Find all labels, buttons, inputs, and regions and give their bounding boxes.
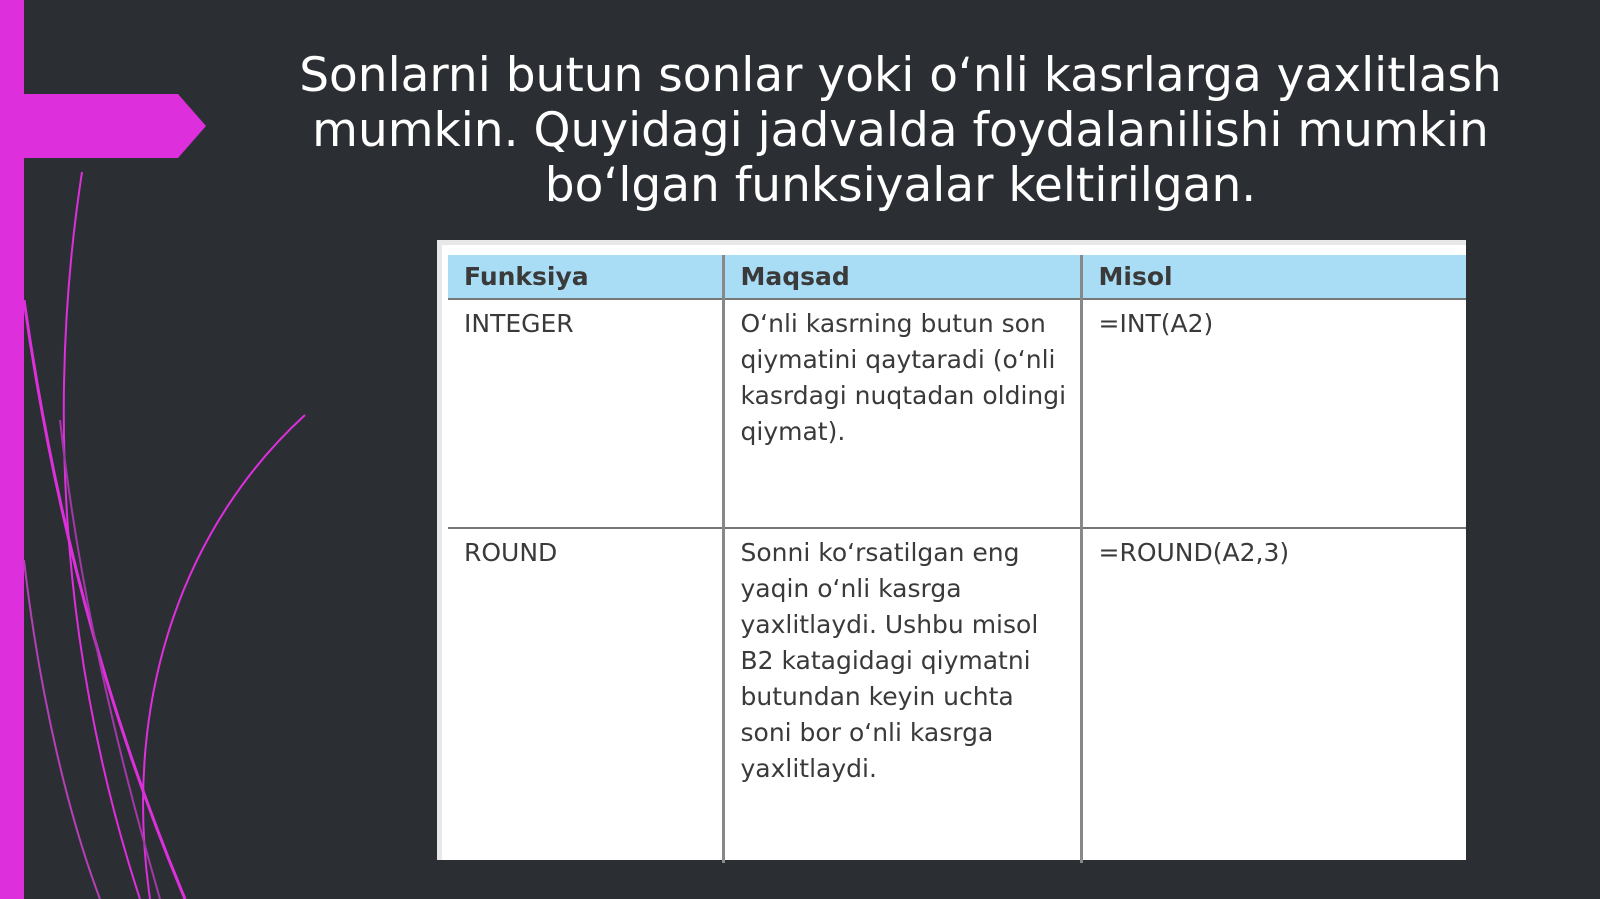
title-arrow-marker	[24, 94, 206, 158]
cell-purpose: O‘nli kasrning butun son qiymatini qaytaradi (o‘nli kasrdagi nuqtadan oldingi qiymat).	[723, 299, 1081, 528]
cell-example: =INT(A2)	[1081, 299, 1466, 528]
functions-table	[448, 255, 1466, 863]
table-header-row	[448, 255, 1466, 299]
cell-function: INTEGER	[448, 299, 723, 528]
decor-curve	[60, 420, 160, 899]
table-row	[448, 528, 1466, 863]
header-function: Funksiya	[448, 255, 723, 299]
cell-example: =ROUND(A2,3)	[1098, 538, 1290, 567]
slide-title: Sonlarni butun sonlar yoki o‘nli kasrlarga yaxlitlash mumkin. Quyidagi jadvalda foydalanilishi mumkin bo‘lgan funksiyalar keltirilgan.	[299, 48, 1502, 213]
header-purpose: Maqsad	[723, 255, 1081, 299]
decor-curve	[143, 415, 305, 899]
table-row	[448, 299, 1466, 528]
functions-table-image	[442, 245, 1466, 860]
cell-function: ROUND	[448, 528, 723, 863]
table-frame-top	[437, 240, 1466, 245]
table-frame-left	[437, 245, 442, 860]
cell-purpose: Sonni ko‘rsatilgan eng yaqin o‘nli kasrga yaxlitlaydi. Ushbu misol B2 katagidagi qiymatni butundan keyin uchta soni bor o‘nli kasrga yaxlitlaydi.	[723, 528, 1081, 863]
header-example: Misol	[1081, 255, 1466, 299]
decor-curve	[24, 300, 185, 899]
